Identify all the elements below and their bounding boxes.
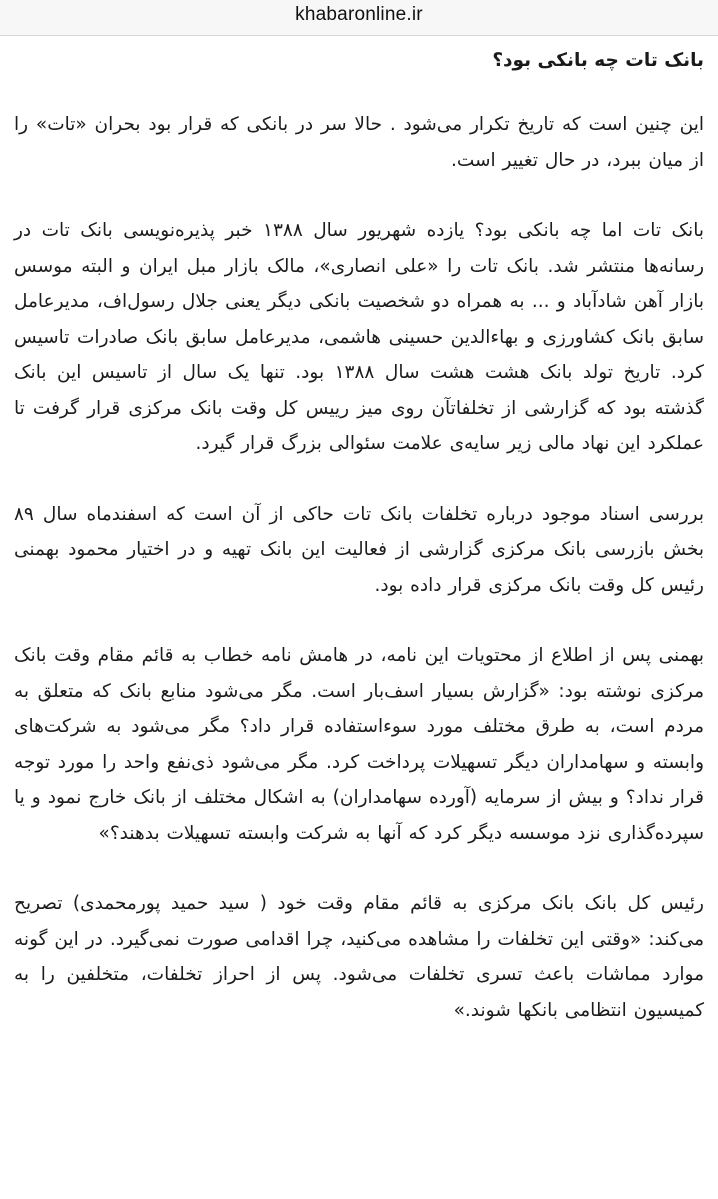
article-paragraph: بررسی اسناد موجود درباره تخلفات بانک تات حاکی از آن است که اسفندماه سال ۸۹ بخش بازرسی بانک مرکزی گزارشی از فعالیت این بانک تهیه و در اختیار محمود بهمنی رئیس کل وقت بانک مرکزی قرار داده بود.	[14, 503, 704, 596]
article-paragraph: بانک تات اما چه بانکی بود؟ یازده شهریور سال ۱۳۸۸ خبر پذیره‌نویسی بانک تات در رسانه‌ها منتشر شد. بانک تات را «علی انصاری»، مالک بازار مبل ایران و البته موسس بازار آهن شادآباد و ... به همراه دو شخصیت بانکی دیگر یعنی جلال رسول‌اف، مدیرعامل سابق بانک کشاورزی و بهاءالدین حسینی هاشمی، مدیرعامل سابق بانک صادرات تاسیس کرد. تاریخ تولد بانک هشت هشت سال ۱۳۸۸ بود. تنها یک سال از تاسیس این بانک گذشته بود که گزارشی از تخلفاتآن روی میز رییس کل وقت بانک مرکزی قرار گرفت تا عملکرد این نهاد مالی زیر سایه‌ی علامت سئوالی بزرگ قرار گیرد.	[14, 220, 704, 454]
article-heading: بانک تات چه بانکی بود؟	[492, 50, 704, 71]
url-text: khabaronline.ir	[295, 4, 423, 25]
article-body	[14, 40, 704, 1028]
article-paragraph: رئیس کل بانک بانک مرکزی به قائم مقام وقت خود ( سید حمید پورمحمدی) تصریح می‌کند: «وقتی این تخلفات را مشاهده می‌کنید، چرا اقدامی صورت نمی‌گیرد. در این گونه موارد مماشات باعث تسری تخلفات می‌شود. پس از احراز تخلفات، متخلفین را به کمیسیون انتظامی بانکها شوند.»	[14, 893, 704, 1021]
browser-address-bar[interactable]	[0, 0, 718, 36]
article-paragraph: بهمنی پس از اطلاع از محتویات این نامه، در هامش نامه خطاب به قائم مقام وقت بانک مرکزی نوشته بود: «گزارش بسیار اسف‌بار است. مگر می‌شود منابع بانک که متعلق به مردم است، به طرق مختلف مورد سوءاستفاده قرار داد؟ مگر می‌شود به شرکت‌های وابسته و سهامداران دیگر تسهیلات پرداخت کرد. مگر می‌شود ذی‌نفع واحد را مورد توجه قرار نداد؟ و بیش از سرمایه (آورده سهامداران) به اشکال مختلف از بانک خارج نمود و یا سپرده‌گذاری نزد موسسه دیگر کرد که آنها به شرکت وابسته تسهیلات بدهند؟»	[14, 645, 704, 844]
article-paragraph: این چنین است که تاریخ تکرار می‌شود . حالا سر در بانکی که قرار بود بحران «تات» را از میان ببرد، در حال تغییر است.	[14, 114, 704, 171]
